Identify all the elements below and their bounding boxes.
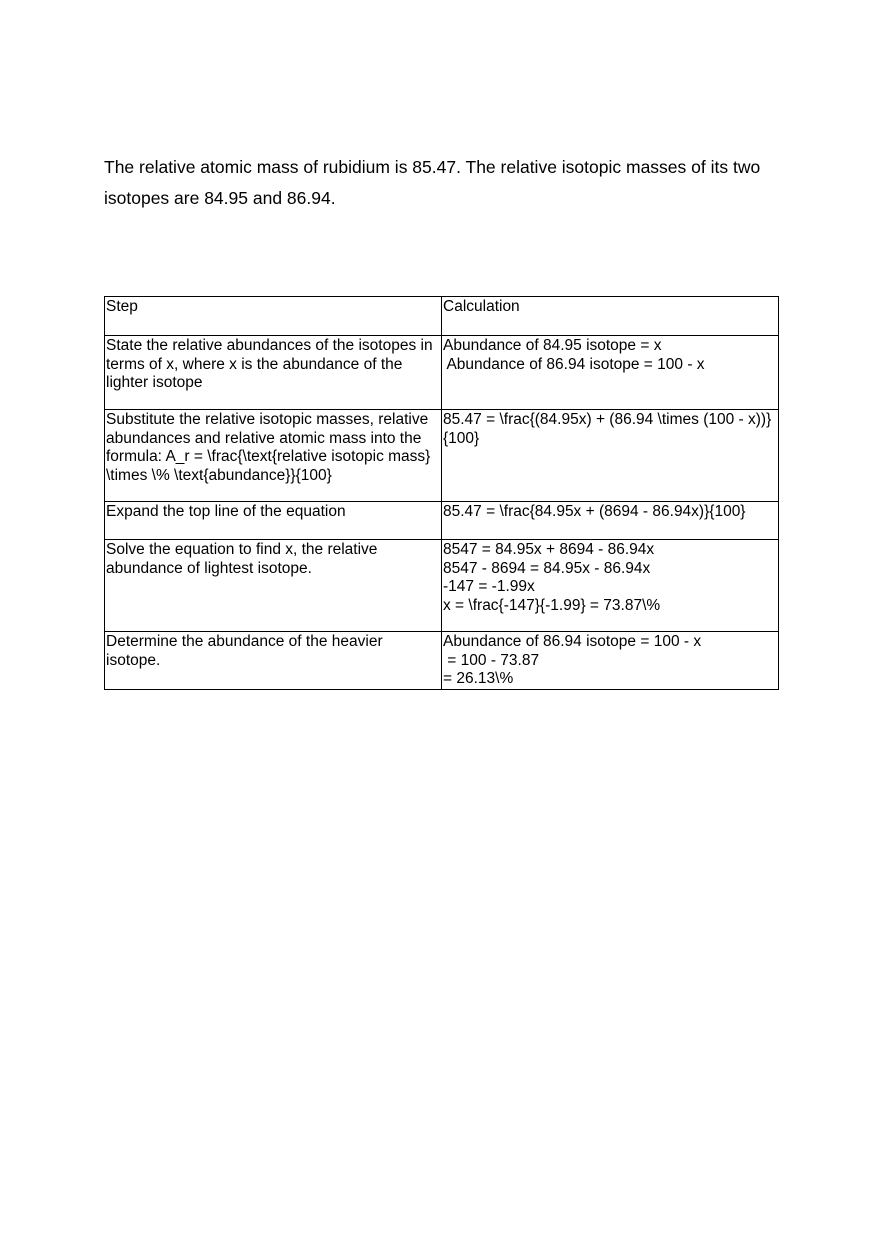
table-row <box>105 336 779 410</box>
table-row <box>105 410 779 502</box>
calculation-cell <box>442 632 779 690</box>
calculation-line: = 26.13\% <box>443 670 514 687</box>
header-step: Step <box>105 297 442 336</box>
calculation-line: 8547 - 8694 = 84.95x - 86.94x <box>443 559 651 577</box>
calculation-line: -147 = -1.99x <box>443 578 535 595</box>
calculation-cell <box>442 540 779 632</box>
step-cell: Determine the abundance of the heavier isotope. <box>105 632 442 690</box>
table-header-row <box>105 297 779 336</box>
step-cell: Substitute the relative isotopic masses, relative abundances and relative atomic mass into the formula: A_r = \frac{\text{relative isotopic mass} \times \% \text{abundance}}{100} <box>105 410 442 502</box>
step-cell: Solve the equation to find x, the relative abundance of lightest isotope. <box>105 540 442 632</box>
intro-paragraph: The relative atomic mass of rubidium is 85.47. The relative isotopic masses of its two isotopes are 84.95 and 86.94. <box>104 157 761 208</box>
header-calculation: Calculation <box>442 297 779 336</box>
table-row <box>105 540 779 632</box>
calculation-line: 8547 = 84.95x + 8694 - 86.94x <box>443 541 655 558</box>
calculation-line: = 100 - 73.87 <box>443 651 540 669</box>
calculation-line: Abundance of 84.95 isotope = x <box>443 337 662 354</box>
calculation-cell <box>442 336 779 410</box>
table-row <box>105 502 779 540</box>
step-cell: Expand the top line of the equation <box>105 502 442 540</box>
calculation-line: Abundance of 86.94 isotope = 100 - x <box>443 633 702 650</box>
calculation-cell: 85.47 = \frac{(84.95x) + (86.94 \times (100 - x))}{100} <box>442 410 779 502</box>
step-cell: State the relative abundances of the isotopes in terms of x, where x is the abundance of the lighter isotope <box>105 336 442 410</box>
calculation-line: Abundance of 86.94 isotope = 100 - x <box>443 355 705 373</box>
calculation-line: x = \frac{-147}{-1.99} = 73.87\% <box>443 596 661 614</box>
table-row <box>105 632 779 690</box>
calculation-cell: 85.47 = \frac{84.95x + (8694 - 86.94x)}{100} <box>442 502 779 540</box>
calculation-table <box>104 296 779 690</box>
